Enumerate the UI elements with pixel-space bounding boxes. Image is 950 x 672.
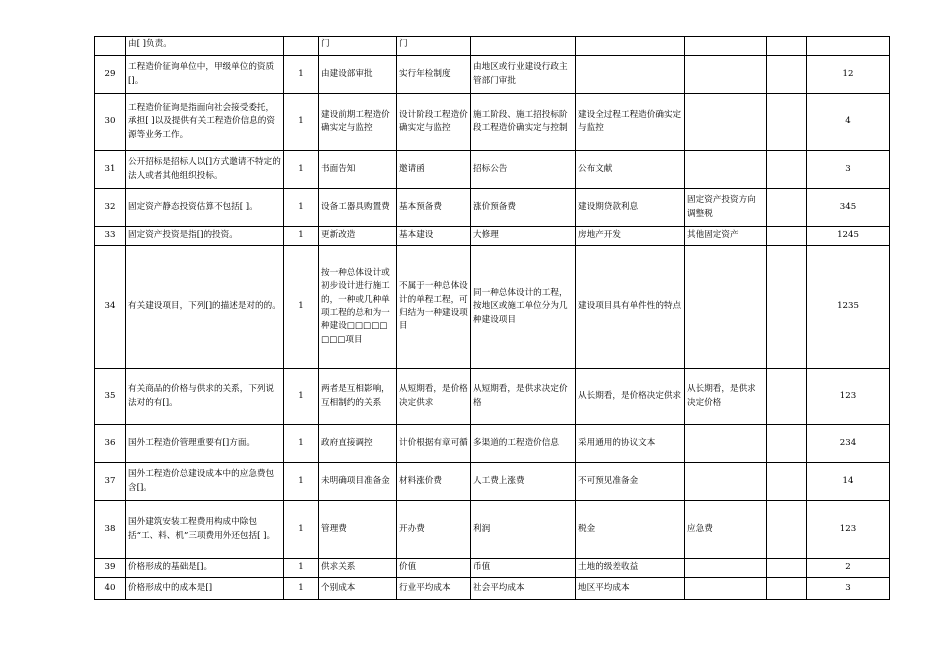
option-b: 从短期看，是价格决定供求 bbox=[397, 369, 471, 425]
option-e: 从长期看，是供求决定价格 bbox=[685, 369, 767, 425]
question-number: 29 bbox=[95, 56, 126, 94]
option-d bbox=[576, 37, 685, 56]
option-a: 按一种总体设计或初步设计进行施工的，一种或几种单项工程的总和为一种建设□□□□□□□□项目 bbox=[319, 246, 397, 369]
blank-cell bbox=[767, 559, 807, 578]
option-b: 门 bbox=[397, 37, 471, 56]
option-d: 建设期贷款利息 bbox=[576, 189, 685, 227]
option-c: 大修理 bbox=[471, 227, 576, 246]
answer-key: 345 bbox=[807, 189, 890, 227]
question-number: 33 bbox=[95, 227, 126, 246]
question-score bbox=[284, 37, 319, 56]
blank-cell bbox=[767, 189, 807, 227]
question-number: 37 bbox=[95, 463, 126, 501]
blank-cell bbox=[767, 94, 807, 151]
option-c: 由地区或行业建设行政主管部门审批 bbox=[471, 56, 576, 94]
question-score: 1 bbox=[284, 578, 319, 600]
option-a: 更新改造 bbox=[319, 227, 397, 246]
option-a: 供求关系 bbox=[319, 559, 397, 578]
option-e bbox=[685, 578, 767, 600]
option-b: 计价根据有章可循 bbox=[397, 425, 471, 463]
question-text: 固定资产投资是指[]的投资。 bbox=[126, 227, 284, 246]
option-e: 其他固定资产 bbox=[685, 227, 767, 246]
blank-cell bbox=[767, 578, 807, 600]
option-e bbox=[685, 151, 767, 189]
option-b: 开办费 bbox=[397, 501, 471, 559]
table-row bbox=[95, 578, 890, 600]
option-d: 建设全过程工程造价确实定与监控 bbox=[576, 94, 685, 151]
option-d: 不可预见准备金 bbox=[576, 463, 685, 501]
question-number: 35 bbox=[95, 369, 126, 425]
question-score: 1 bbox=[284, 501, 319, 559]
table-row bbox=[95, 151, 890, 189]
option-a: 政府直接调控 bbox=[319, 425, 397, 463]
table-row bbox=[95, 425, 890, 463]
answer-key: 4 bbox=[807, 94, 890, 151]
question-score: 1 bbox=[284, 246, 319, 369]
option-a: 书面告知 bbox=[319, 151, 397, 189]
table-row bbox=[95, 559, 890, 578]
blank-cell bbox=[767, 151, 807, 189]
option-b: 材料涨价费 bbox=[397, 463, 471, 501]
option-d: 税金 bbox=[576, 501, 685, 559]
question-table-body bbox=[95, 37, 890, 600]
option-d: 房地产开发 bbox=[576, 227, 685, 246]
answer-key: 2 bbox=[807, 559, 890, 578]
table-row bbox=[95, 56, 890, 94]
question-number: 32 bbox=[95, 189, 126, 227]
question-text: 价格形成的基础是[]。 bbox=[126, 559, 284, 578]
option-b: 实行年检制度 bbox=[397, 56, 471, 94]
question-text: 有关建设项目，下列[]的描述是对的的。 bbox=[126, 246, 284, 369]
option-e bbox=[685, 463, 767, 501]
option-c: 人工费上涨费 bbox=[471, 463, 576, 501]
question-text: 有关商品的价格与供求的关系，下列说法对的有[]。 bbox=[126, 369, 284, 425]
question-table bbox=[94, 36, 890, 600]
option-c: 施工阶段、施工招投标阶段工程造价确实定与控制 bbox=[471, 94, 576, 151]
answer-key: 12 bbox=[807, 56, 890, 94]
answer-key: 234 bbox=[807, 425, 890, 463]
table-row bbox=[95, 463, 890, 501]
question-text: 固定资产静态投资估算不包括[ ]。 bbox=[126, 189, 284, 227]
option-c bbox=[471, 37, 576, 56]
question-score: 1 bbox=[284, 227, 319, 246]
option-a: 设备工器具购置费 bbox=[319, 189, 397, 227]
option-b: 邀请函 bbox=[397, 151, 471, 189]
question-number: 30 bbox=[95, 94, 126, 151]
option-c: 多渠道的工程造价信息 bbox=[471, 425, 576, 463]
question-number bbox=[95, 37, 126, 56]
option-d: 采用通用的协议文本 bbox=[576, 425, 685, 463]
option-c: 同一种总体设计的工程，按地区或施工单位分为几种建设项目 bbox=[471, 246, 576, 369]
question-score: 1 bbox=[284, 369, 319, 425]
option-d: 从长期看，是价格决定供求 bbox=[576, 369, 685, 425]
option-c: 涨价预备费 bbox=[471, 189, 576, 227]
question-score: 1 bbox=[284, 425, 319, 463]
answer-key: 3 bbox=[807, 151, 890, 189]
option-d: 土地的级差收益 bbox=[576, 559, 685, 578]
option-b: 基本预备费 bbox=[397, 189, 471, 227]
question-score: 1 bbox=[284, 463, 319, 501]
table-row bbox=[95, 37, 890, 56]
question-text: 国外工程造价总建设成本中的应急费包含[]。 bbox=[126, 463, 284, 501]
option-b: 设计阶段工程造价确实定与监控 bbox=[397, 94, 471, 151]
answer-key bbox=[807, 37, 890, 56]
question-score: 1 bbox=[284, 56, 319, 94]
option-c: 利润 bbox=[471, 501, 576, 559]
option-a: 未明确项目准备金 bbox=[319, 463, 397, 501]
question-number: 38 bbox=[95, 501, 126, 559]
option-d: 建设项目具有单件性的特点 bbox=[576, 246, 685, 369]
option-c: 币值 bbox=[471, 559, 576, 578]
question-score: 1 bbox=[284, 151, 319, 189]
blank-cell bbox=[767, 227, 807, 246]
option-e bbox=[685, 246, 767, 369]
question-text: 国外工程造价管理重要有[]方面。 bbox=[126, 425, 284, 463]
blank-cell bbox=[767, 246, 807, 369]
question-score: 1 bbox=[284, 559, 319, 578]
blank-cell bbox=[767, 425, 807, 463]
question-text: 由[ ]负责。 bbox=[126, 37, 284, 56]
question-number: 36 bbox=[95, 425, 126, 463]
option-a: 建设前期工程造价确实定与监控 bbox=[319, 94, 397, 151]
option-a: 门 bbox=[319, 37, 397, 56]
question-text: 工程造价征询是指面向社会接受委托，承担[ ]以及提供有关工程造价信息的资源等业务工作。 bbox=[126, 94, 284, 151]
table-row bbox=[95, 94, 890, 151]
option-e bbox=[685, 559, 767, 578]
option-b: 基本建设 bbox=[397, 227, 471, 246]
question-number: 31 bbox=[95, 151, 126, 189]
blank-cell bbox=[767, 501, 807, 559]
option-c: 社会平均成本 bbox=[471, 578, 576, 600]
option-d: 地区平均成本 bbox=[576, 578, 685, 600]
question-text: 国外建筑安装工程费用构成中除包括“工、料、机”三项费用外还包括[ ]。 bbox=[126, 501, 284, 559]
option-b: 不属于一种总体设计的单程工程，可归结为一种建设项目 bbox=[397, 246, 471, 369]
question-text: 工程造价征询单位中，甲级单位的资质[]。 bbox=[126, 56, 284, 94]
option-c: 招标公告 bbox=[471, 151, 576, 189]
option-e bbox=[685, 425, 767, 463]
answer-key: 123 bbox=[807, 501, 890, 559]
answer-key: 1235 bbox=[807, 246, 890, 369]
option-d bbox=[576, 56, 685, 94]
blank-cell bbox=[767, 56, 807, 94]
question-number: 39 bbox=[95, 559, 126, 578]
option-c: 从短期看，是供求决定价格 bbox=[471, 369, 576, 425]
table-row bbox=[95, 246, 890, 369]
answer-key: 14 bbox=[807, 463, 890, 501]
answer-key: 1245 bbox=[807, 227, 890, 246]
table-row bbox=[95, 189, 890, 227]
option-d: 公布文献 bbox=[576, 151, 685, 189]
table-row bbox=[95, 501, 890, 559]
option-a: 个别成本 bbox=[319, 578, 397, 600]
question-score: 1 bbox=[284, 94, 319, 151]
blank-cell bbox=[767, 37, 807, 56]
question-text: 公开招标是招标人以[]方式邀请不特定的法人或者其他组织投标。 bbox=[126, 151, 284, 189]
answer-key: 3 bbox=[807, 578, 890, 600]
question-score: 1 bbox=[284, 189, 319, 227]
question-text: 价格形成中的成本是[] bbox=[126, 578, 284, 600]
question-number: 34 bbox=[95, 246, 126, 369]
answer-key: 123 bbox=[807, 369, 890, 425]
blank-cell bbox=[767, 369, 807, 425]
option-a: 管理费 bbox=[319, 501, 397, 559]
option-e bbox=[685, 37, 767, 56]
option-b: 行业平均成本 bbox=[397, 578, 471, 600]
option-a: 两者是互相影响，互相制约的关系 bbox=[319, 369, 397, 425]
option-e: 应急费 bbox=[685, 501, 767, 559]
option-a: 由建设部审批 bbox=[319, 56, 397, 94]
option-b: 价值 bbox=[397, 559, 471, 578]
option-e bbox=[685, 56, 767, 94]
option-e: 固定资产投资方向调整税 bbox=[685, 189, 767, 227]
table-row bbox=[95, 227, 890, 246]
question-number: 40 bbox=[95, 578, 126, 600]
table-row bbox=[95, 369, 890, 425]
option-e bbox=[685, 94, 767, 151]
blank-cell bbox=[767, 463, 807, 501]
